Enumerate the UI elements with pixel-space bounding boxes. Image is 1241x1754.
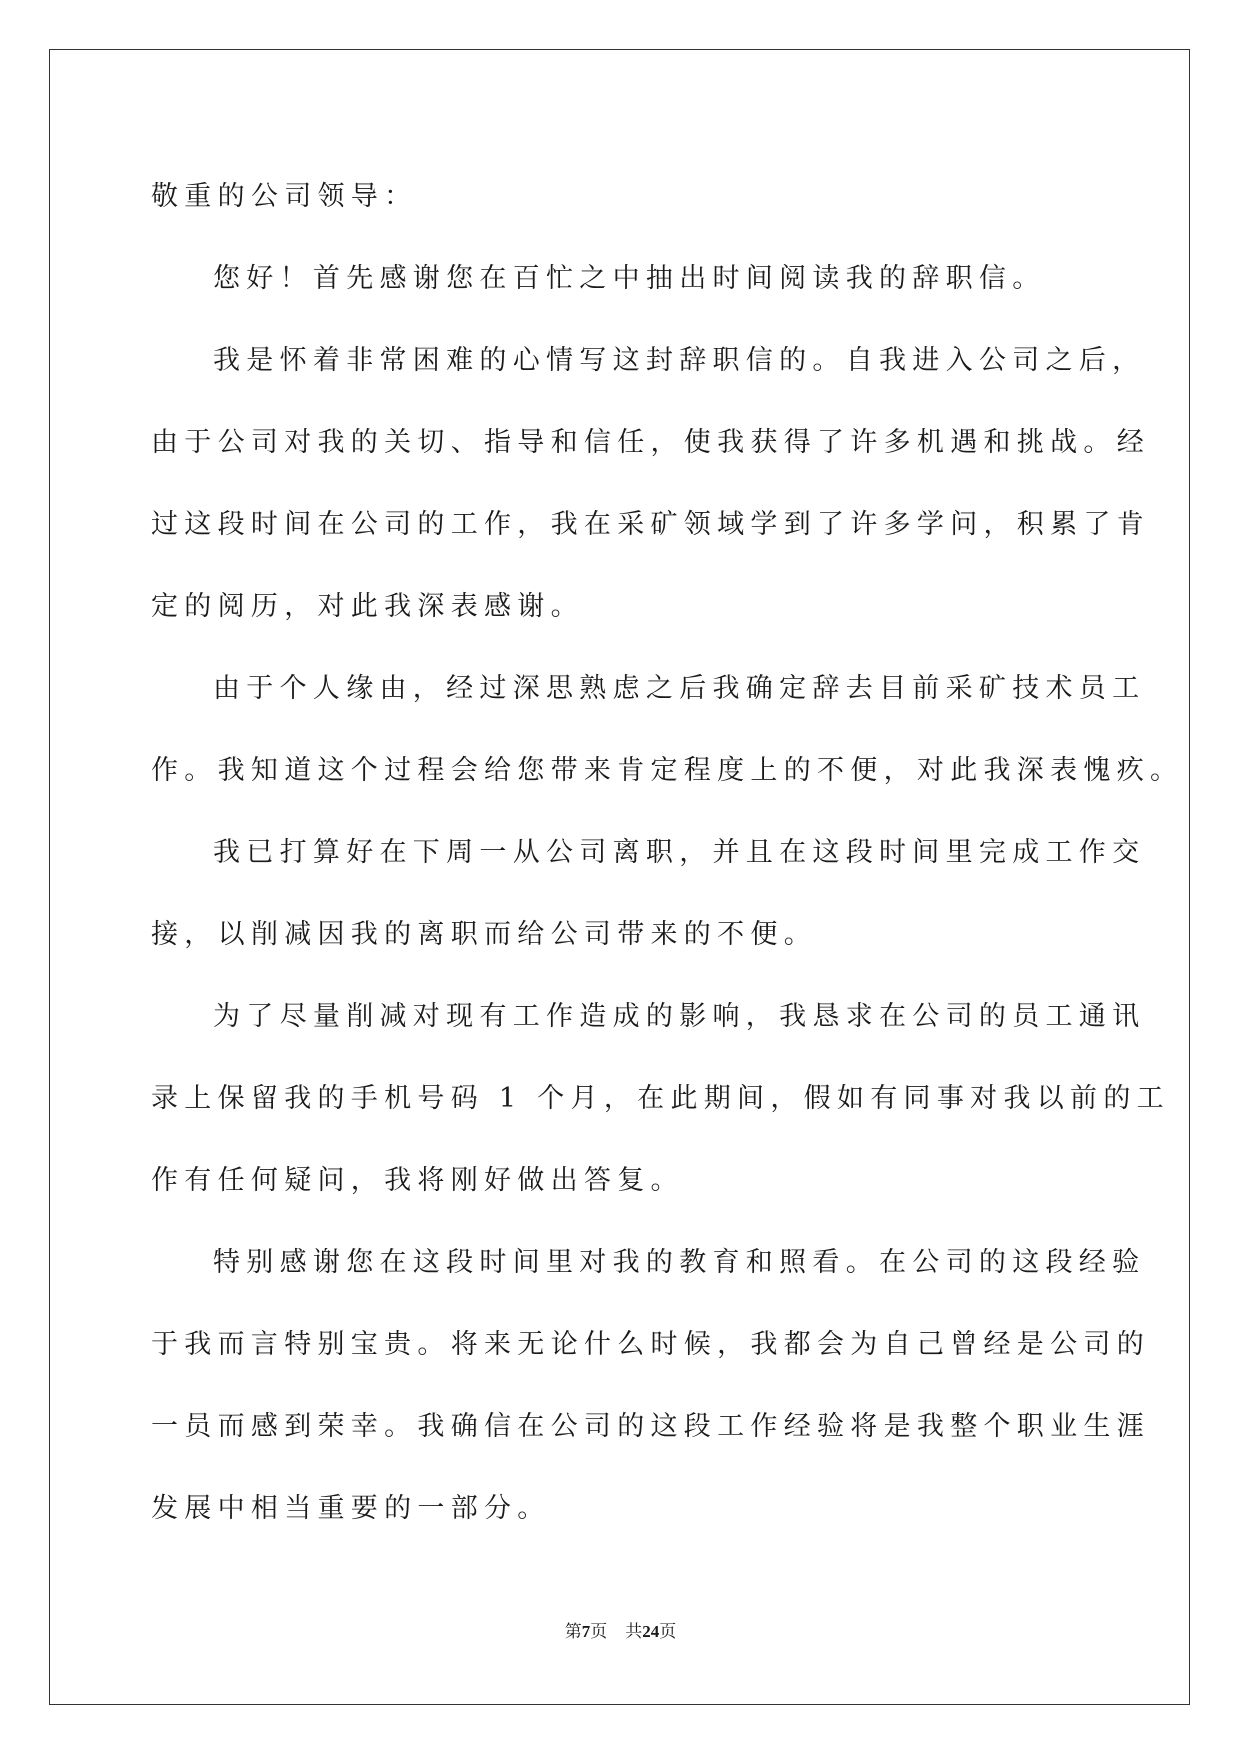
total-prefix: 共 [625, 1622, 643, 1642]
paragraph-line: 我是怀着非常困难的心情写这封辞职信的。自我进入公司之后， [213, 345, 1146, 376]
paragraph-line: 接，以削减因我的离职而给公司带来的不便。 [151, 919, 817, 950]
paragraph-line: 由于个人缘由，经过深思熟虑之后我确定辞去目前采矿技术员工 [213, 673, 1146, 704]
paragraph-line: 您好！首先感谢您在百忙之中抽出时间阅读我的辞职信。 [213, 263, 1046, 294]
letter-body [151, 156, 1184, 1550]
paragraph-line: 为了尽量削减对现有工作造成的影响，我恳求在公司的员工通讯 [213, 1001, 1146, 1032]
paragraph-line: 特别感谢您在这段时间里对我的教育和照看。在公司的这段经验 [213, 1247, 1146, 1278]
paragraph-line: 过这段时间在公司的工作，我在采矿领域学到了许多学问，积累了肯 [151, 509, 1150, 540]
paragraph-line: 一员而感到荣幸。我确信在公司的这段工作经验将是我整个职业生涯 [151, 1411, 1150, 1442]
total-word: 页 [659, 1622, 677, 1642]
paragraph-line: 我已打算好在下周一从公司离职，并且在这段时间里完成工作交 [213, 837, 1146, 868]
current-page-number: 7 [581, 1622, 591, 1641]
paragraph-line: 录上保留我的手机号码 1 个月，在此期间，假如有同事对我以前的工 [151, 1083, 1170, 1114]
paragraph-line: 作有任何疑问，我将刚好做出答复。 [151, 1165, 684, 1196]
page-word: 页 [590, 1622, 608, 1642]
page-footer [0, 1622, 1241, 1642]
paragraph-line: 发展中相当重要的一部分。 [151, 1493, 551, 1524]
paragraph-line: 于我而言特别宝贵。将来无论什么时候，我都会为自己曾经是公司的 [151, 1329, 1150, 1360]
total-page-count: 24 [642, 1622, 660, 1641]
paragraph-line: 由于公司对我的关切、指导和信任，使我获得了许多机遇和挑战。经 [151, 427, 1150, 458]
paragraph-line: 定的阅历，对此我深表感谢。 [151, 591, 584, 622]
paragraph-line: 作。我知道这个过程会给您带来肯定程度上的不便，对此我深表愧疚。 [151, 755, 1184, 786]
page-prefix: 第 [564, 1622, 582, 1642]
salutation: 敬重的公司领导： [151, 181, 418, 212]
